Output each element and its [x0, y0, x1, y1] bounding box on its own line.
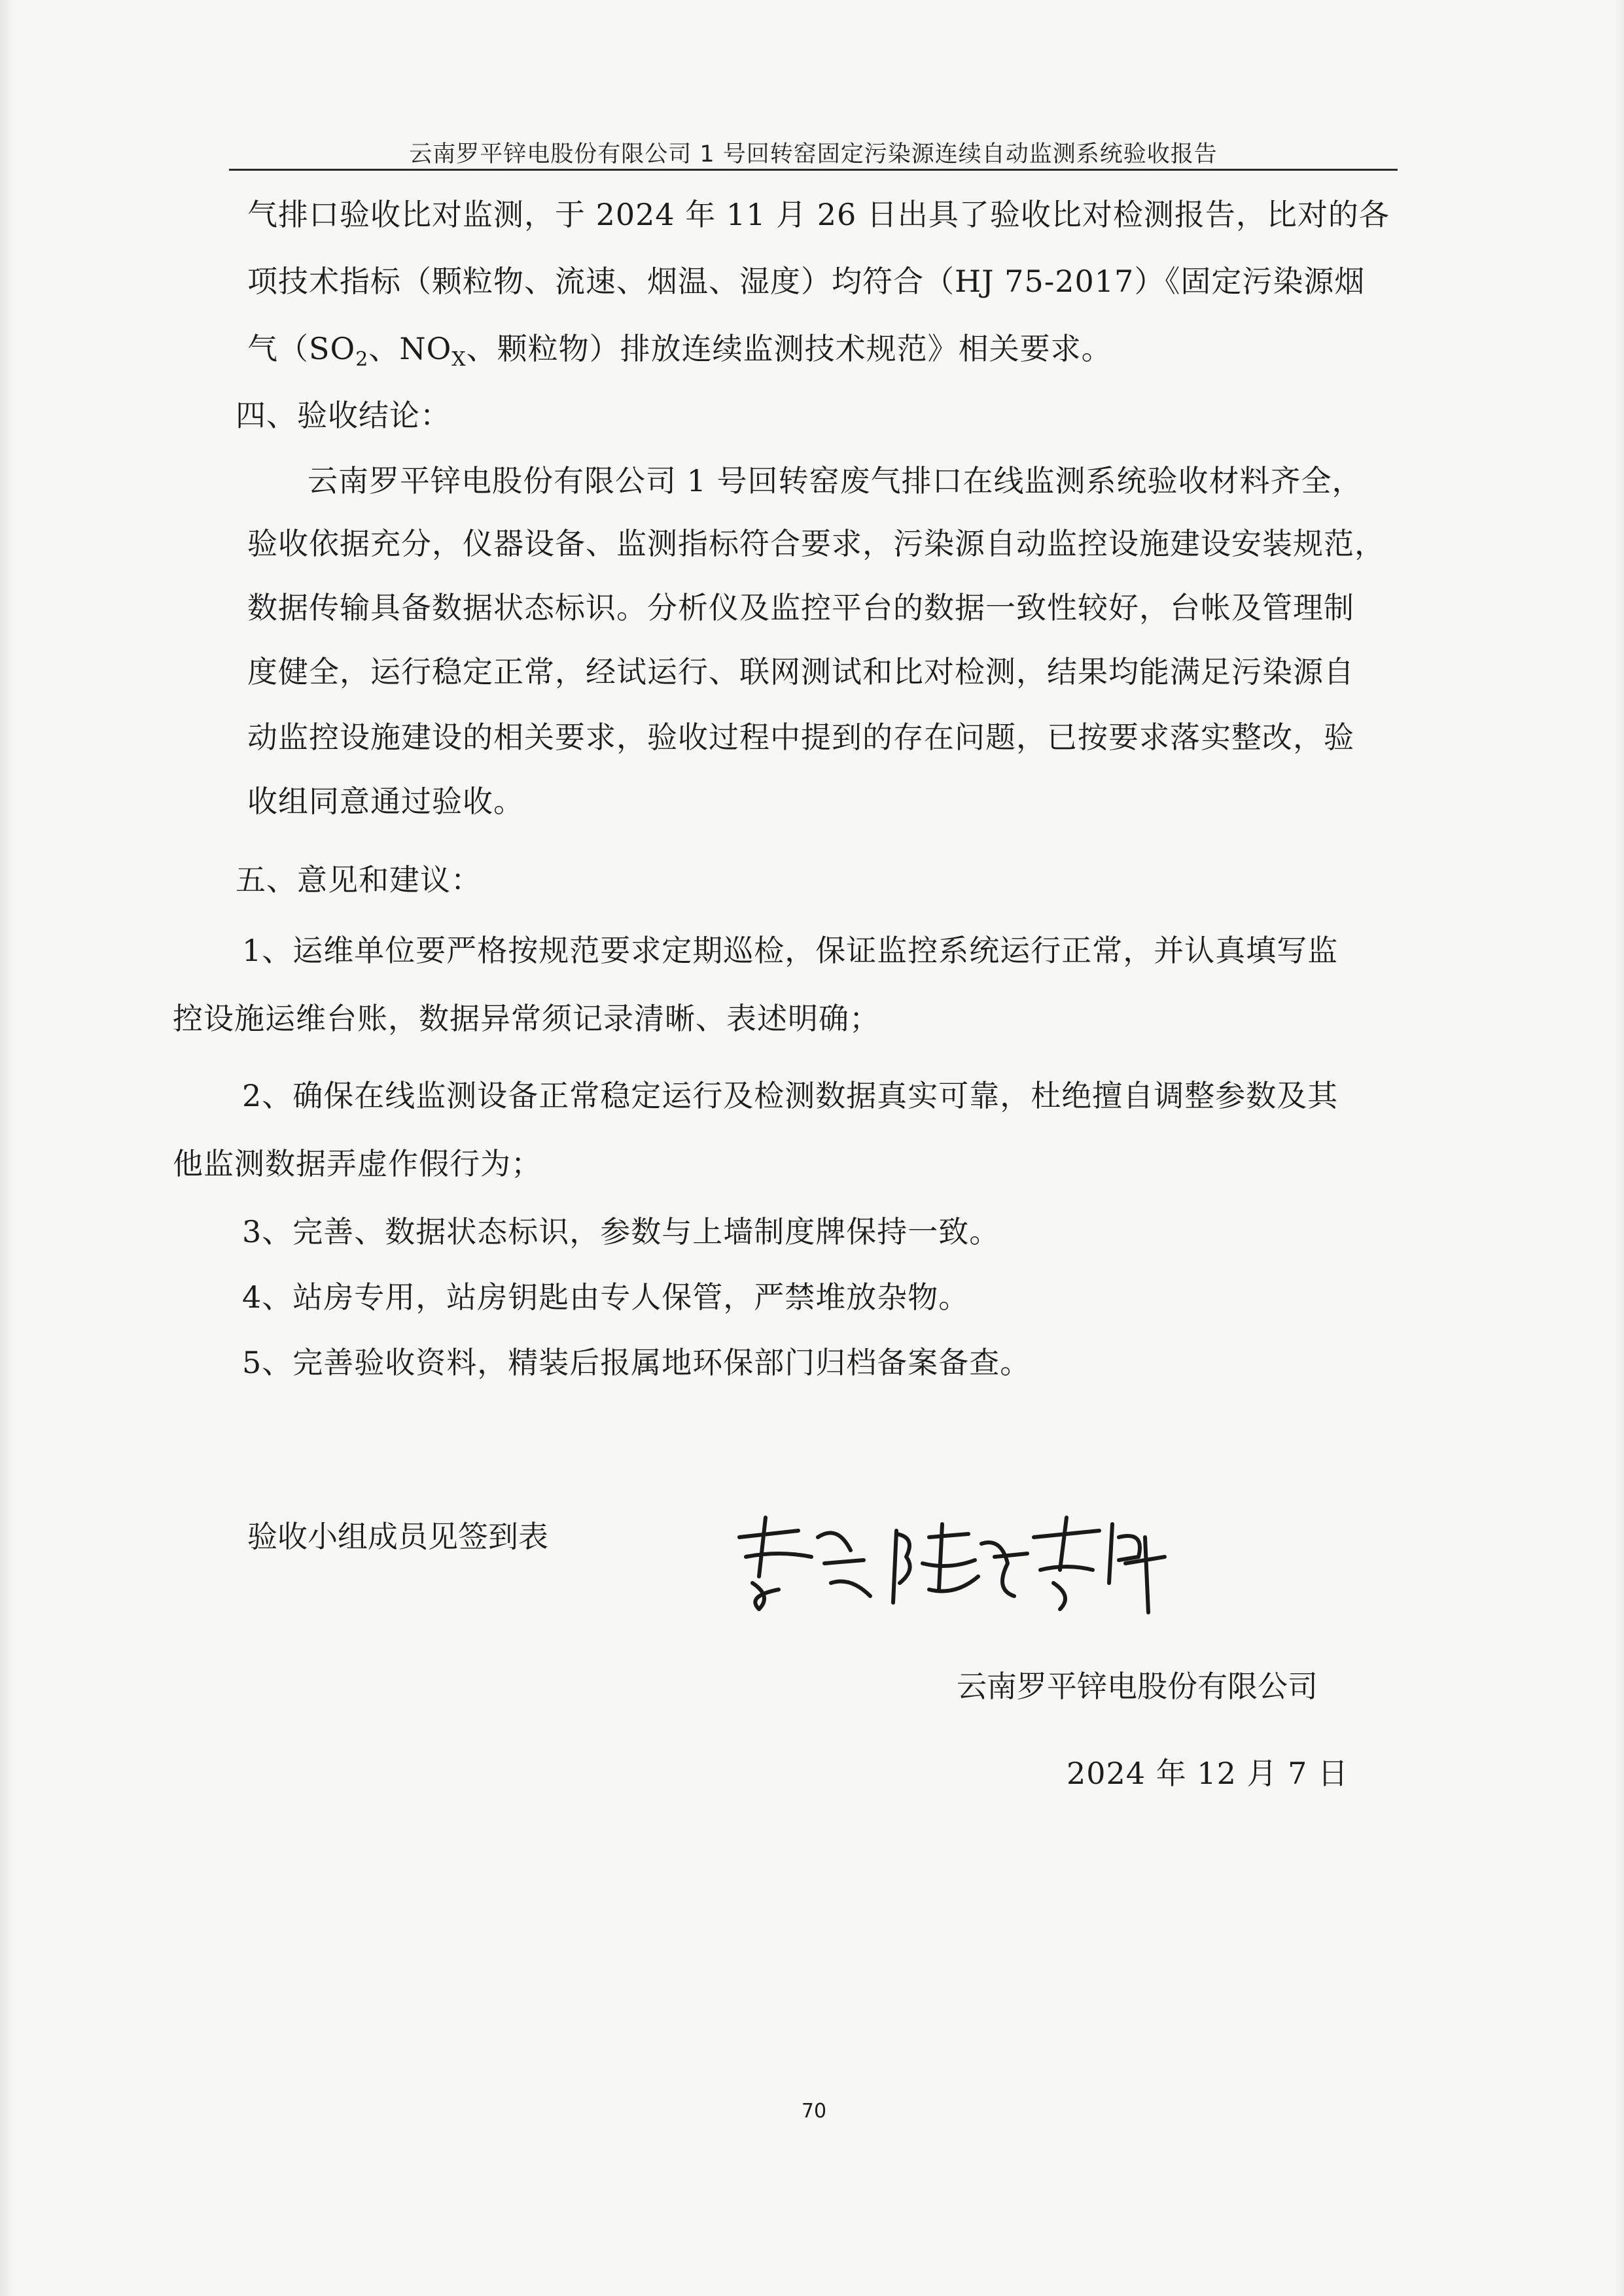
signature-stroke — [893, 1531, 910, 1603]
signature-label: 验收小组成员见签到表 — [247, 1519, 548, 1554]
issue-date: 2024 年 12 月 7 日 — [1067, 1756, 1349, 1791]
signature-stroke — [818, 1533, 870, 1596]
handwritten-signatures — [720, 1498, 1178, 1616]
subscript: 2 — [355, 348, 369, 372]
list-item-line: 1、运维单位要严格按规范要求定期巡检，保证监控系统运行正常，并认真填写监 — [242, 933, 1339, 968]
section-title-opinions: 五、意见和建议： — [236, 862, 482, 897]
paragraph-line: 验收依据充分，仪器设备、监测指标符合要求，污染源自动监控设施建设安装规范， — [247, 526, 1385, 561]
header-divider — [229, 169, 1398, 171]
signature-stroke — [981, 1542, 1027, 1596]
paragraph-line: 度健全，运行稳定正常，经试运行、联网测试和比对检测，结果均能满足污染源自 — [247, 654, 1354, 689]
paragraph-line: 数据传输具备数据状态标识。分析仪及监控平台的数据一致性较好，台帐及管理制 — [247, 590, 1354, 625]
page-header: 云南罗平锌电股份有限公司 1 号回转窑固定污染源连续自动监测系统验收报告 — [409, 141, 1218, 167]
text-fragment: 气（SO — [247, 331, 356, 366]
paragraph-line — [247, 331, 1112, 375]
paragraph-line: 云南罗平锌电股份有限公司 1 号回转窑废气排口在线监测系统验收材料齐全， — [308, 463, 1363, 498]
signature-stroke — [739, 1518, 811, 1609]
list-item-line: 2、确保在线监测设备正常稳定运行及检测数据真实可靠，杜绝擅自调整参数及其 — [242, 1078, 1339, 1113]
signature-stroke — [923, 1524, 978, 1592]
scan-edge-left — [0, 0, 14, 2296]
page-number: 70 — [801, 2100, 827, 2123]
list-item: 4、站房专用，站房钥匙由专人保管，严禁堆放杂物。 — [242, 1279, 970, 1315]
paragraph-line: 项技术指标（颗粒物、流速、烟温、湿度）均符合（HJ 75-2017）《固定污染源烟 — [247, 264, 1366, 299]
company-name: 云南罗平锌电股份有限公司 — [957, 1669, 1318, 1704]
text-fragment: 、颗粒物）排放连续监测技术规范》相关要求。 — [466, 331, 1112, 366]
text-fragment: 、NO — [368, 331, 452, 366]
signature-stroke — [1034, 1518, 1099, 1609]
paragraph-line: 动监控设施建设的相关要求，验收过程中提到的存在问题，已按要求落实整改，验 — [247, 720, 1354, 755]
subscript: X — [451, 348, 467, 372]
section-title-conclusion: 四、验收结论： — [236, 398, 451, 433]
list-item: 5、完善验收资料，精装后报属地环保部门归档备案备查。 — [242, 1345, 1031, 1380]
list-item-line: 他监测数据弄虚作假行为； — [173, 1146, 542, 1181]
scan-edge-right — [1615, 0, 1624, 2296]
list-item: 3、完善、数据状态标识，参数与上墙制度牌保持一致。 — [242, 1214, 1000, 1249]
list-item-line: 控设施运维台账，数据异常须记录清晰、表述明确； — [173, 1001, 880, 1036]
signature-stroke — [1109, 1524, 1165, 1612]
paragraph-line: 收组同意通过验收。 — [247, 784, 524, 819]
paragraph-line: 气排口验收比对监测，于 2024 年 11 月 26 日出具了验收比对检测报告，比对的各 — [247, 197, 1390, 232]
